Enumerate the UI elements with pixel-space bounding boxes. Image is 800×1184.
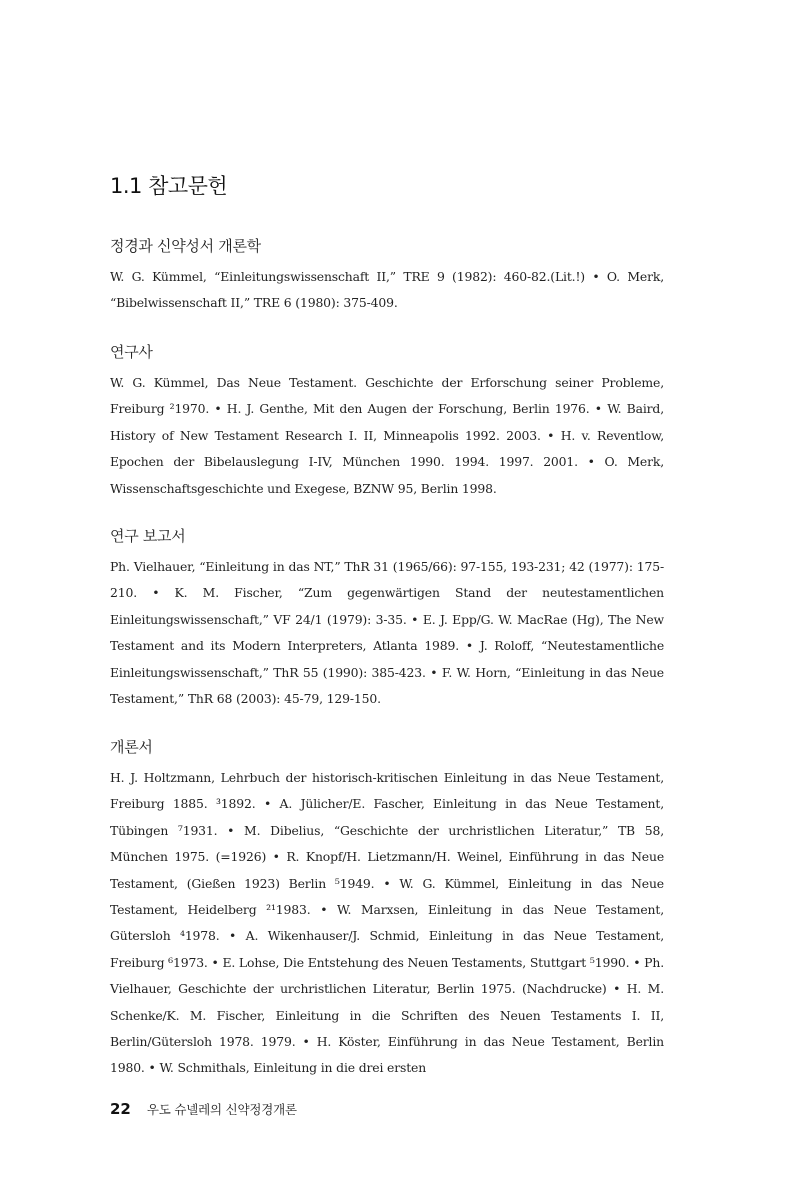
section-heading: 연구사 — [110, 343, 153, 361]
section-heading: 정경과 신약성서 개론학 — [110, 237, 261, 255]
section-canon-introduction — [110, 234, 664, 317]
page-title: 1.1 참고문헌 — [110, 174, 228, 198]
section-heading: 연구 보고서 — [110, 527, 186, 545]
bibliography-text: Ph. Vielhauer, “Einleitung in das NT,” ThR 31 (1965/66): 97-155, 193-231; 42 (1977): 175-210. • K. M. Fischer, “Zum gegenwärtigen Stand der neutestamentlichen Einleitungswissenschaft,” VF 24/1 (1979): 3-35. • E. J. Epp/G. W. MacRae (Hg), The New Testament and its Modern Interpreters, Atlanta 1989. • J. Roloff, “Neutestamentliche Einleitungswissenschaft,” ThR 55 (1990): 385-423. • F. W. Horn, “Einleitung in das Neue Testament,” ThR 68 (2003): 45-79, 129-150. — [110, 559, 664, 707]
bibliography-text: W. G. Kümmel, “Einleitungswissenschaft II,” TRE 9 (1982): 460-82.(Lit.!) • O. Merk, “Bibelwissenschaft II,” TRE 6 (1980): 375-409. — [110, 269, 664, 311]
section-introductions — [110, 735, 664, 1082]
bibliography-text: W. G. Kümmel, Das Neue Testament. Geschichte der Erforschung seiner Probleme, Freiburg ²1970. • H. J. Genthe, Mit den Augen der Forschung, Berlin 1976. • W. Baird, History of New Testament Research I. II, Minneapolis 1992. 2003. • H. v. Reventlow, Epochen der Bibelauslegung I-IV, München 1990. 1994. 1997. 2001. • O. Merk, Wissenschaftsgeschichte und Exegese, BZNW 95, Berlin 1998. — [110, 375, 664, 496]
section-research-reports — [110, 524, 664, 712]
section-heading: 개론서 — [110, 738, 153, 756]
running-title: 우도 슈넬레의 신약정경개론 — [146, 1102, 297, 1117]
page-number: 22 — [110, 1100, 131, 1118]
bibliography-text: H. J. Holtzmann, Lehrbuch der historisch-kritischen Einleitung in das Neue Testament, Freiburg 1885. ³1892. • A. Jülicher/E. Fascher, Einleitung in das Neue Testament, Tübingen ⁷1931. • M. Dibelius, “Geschichte der urchristlichen Literatur,” TB 58, München 1975. (=1926) • R. Knopf/H. Lietzmann/H. Weinel, Einführung in das Neue Testament, (Gießen 1923) Berlin ⁵1949. • W. G. Kümmel, Einleitung in das Neue Testament, Heidelberg ²¹1983. • W. Marxsen, Einleitung in das Neue Testament, Gütersloh ⁴1978. • A. Wikenhauser/J. Schmid, Einleitung in das Neue Testament, Freiburg ⁶1973. • E. Lohse, Die Entstehung des Neuen Testaments, Stuttgart ⁵1990. • Ph. Vielhauer, Geschichte der urchristlichen Literatur, Berlin 1975. (Nachdrucke) • H. M. Schenke/K. M. Fischer, Einleitung in die Schriften des Neuen Testaments I. II, Berlin/Gütersloh 1978. 1979. • H. Köster, Einführung in das Neue Testament, Berlin 1980. • W. Schmithals, Einleitung in die drei ersten — [110, 770, 664, 1076]
section-research-history — [110, 340, 664, 502]
page-footer — [110, 1100, 297, 1122]
